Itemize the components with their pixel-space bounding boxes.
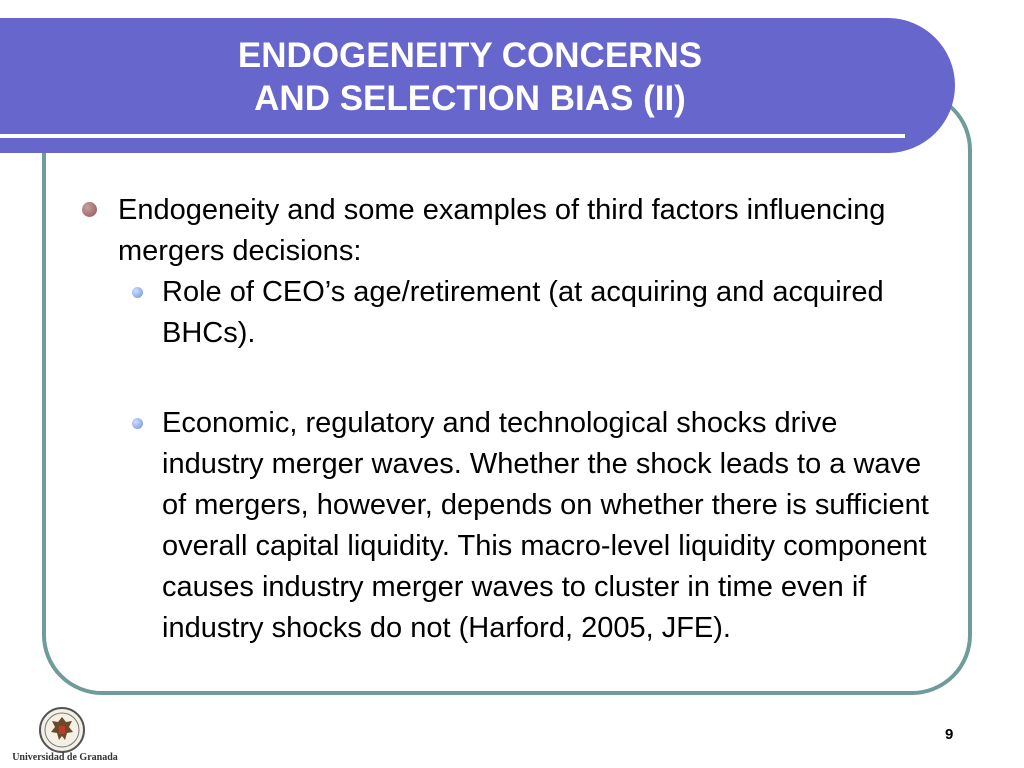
university-seal-icon (38, 706, 86, 754)
title-underline (0, 134, 905, 138)
sub-bullet-icon (132, 287, 143, 298)
sub-bullet-text: Role of CEO’s age/retirement (at acquiring and acquired BHCs). (162, 276, 884, 349)
title-line-1: ENDOGENEITY CONCERNS (237, 36, 703, 75)
title-line-2: AND SELECTION BIAS (II) (254, 79, 686, 118)
bullet-item (78, 190, 938, 272)
bullet-text: Endogeneity and some examples of third factors influencing mergers decisions: (118, 194, 886, 267)
sub-bullet-icon (132, 418, 143, 429)
page-number: 9 (945, 726, 954, 743)
university-name: Universidad de Granada (12, 752, 118, 763)
slide-title (0, 34, 940, 120)
sub-bullet-item (162, 272, 938, 354)
slide-content (78, 190, 938, 649)
bullet-icon (82, 202, 97, 217)
sub-bullet-item (162, 403, 938, 649)
sub-bullet-text: Economic, regulatory and technological shocks drive industry merger waves. Whether the shock leads to a wave of mergers, however, depends on whether there is sufficient overall capital liquidity. This macro-level liquidity component causes industry merger waves to cluster in time even if industry shocks do not (Harford, 2005, JFE). (162, 407, 929, 644)
